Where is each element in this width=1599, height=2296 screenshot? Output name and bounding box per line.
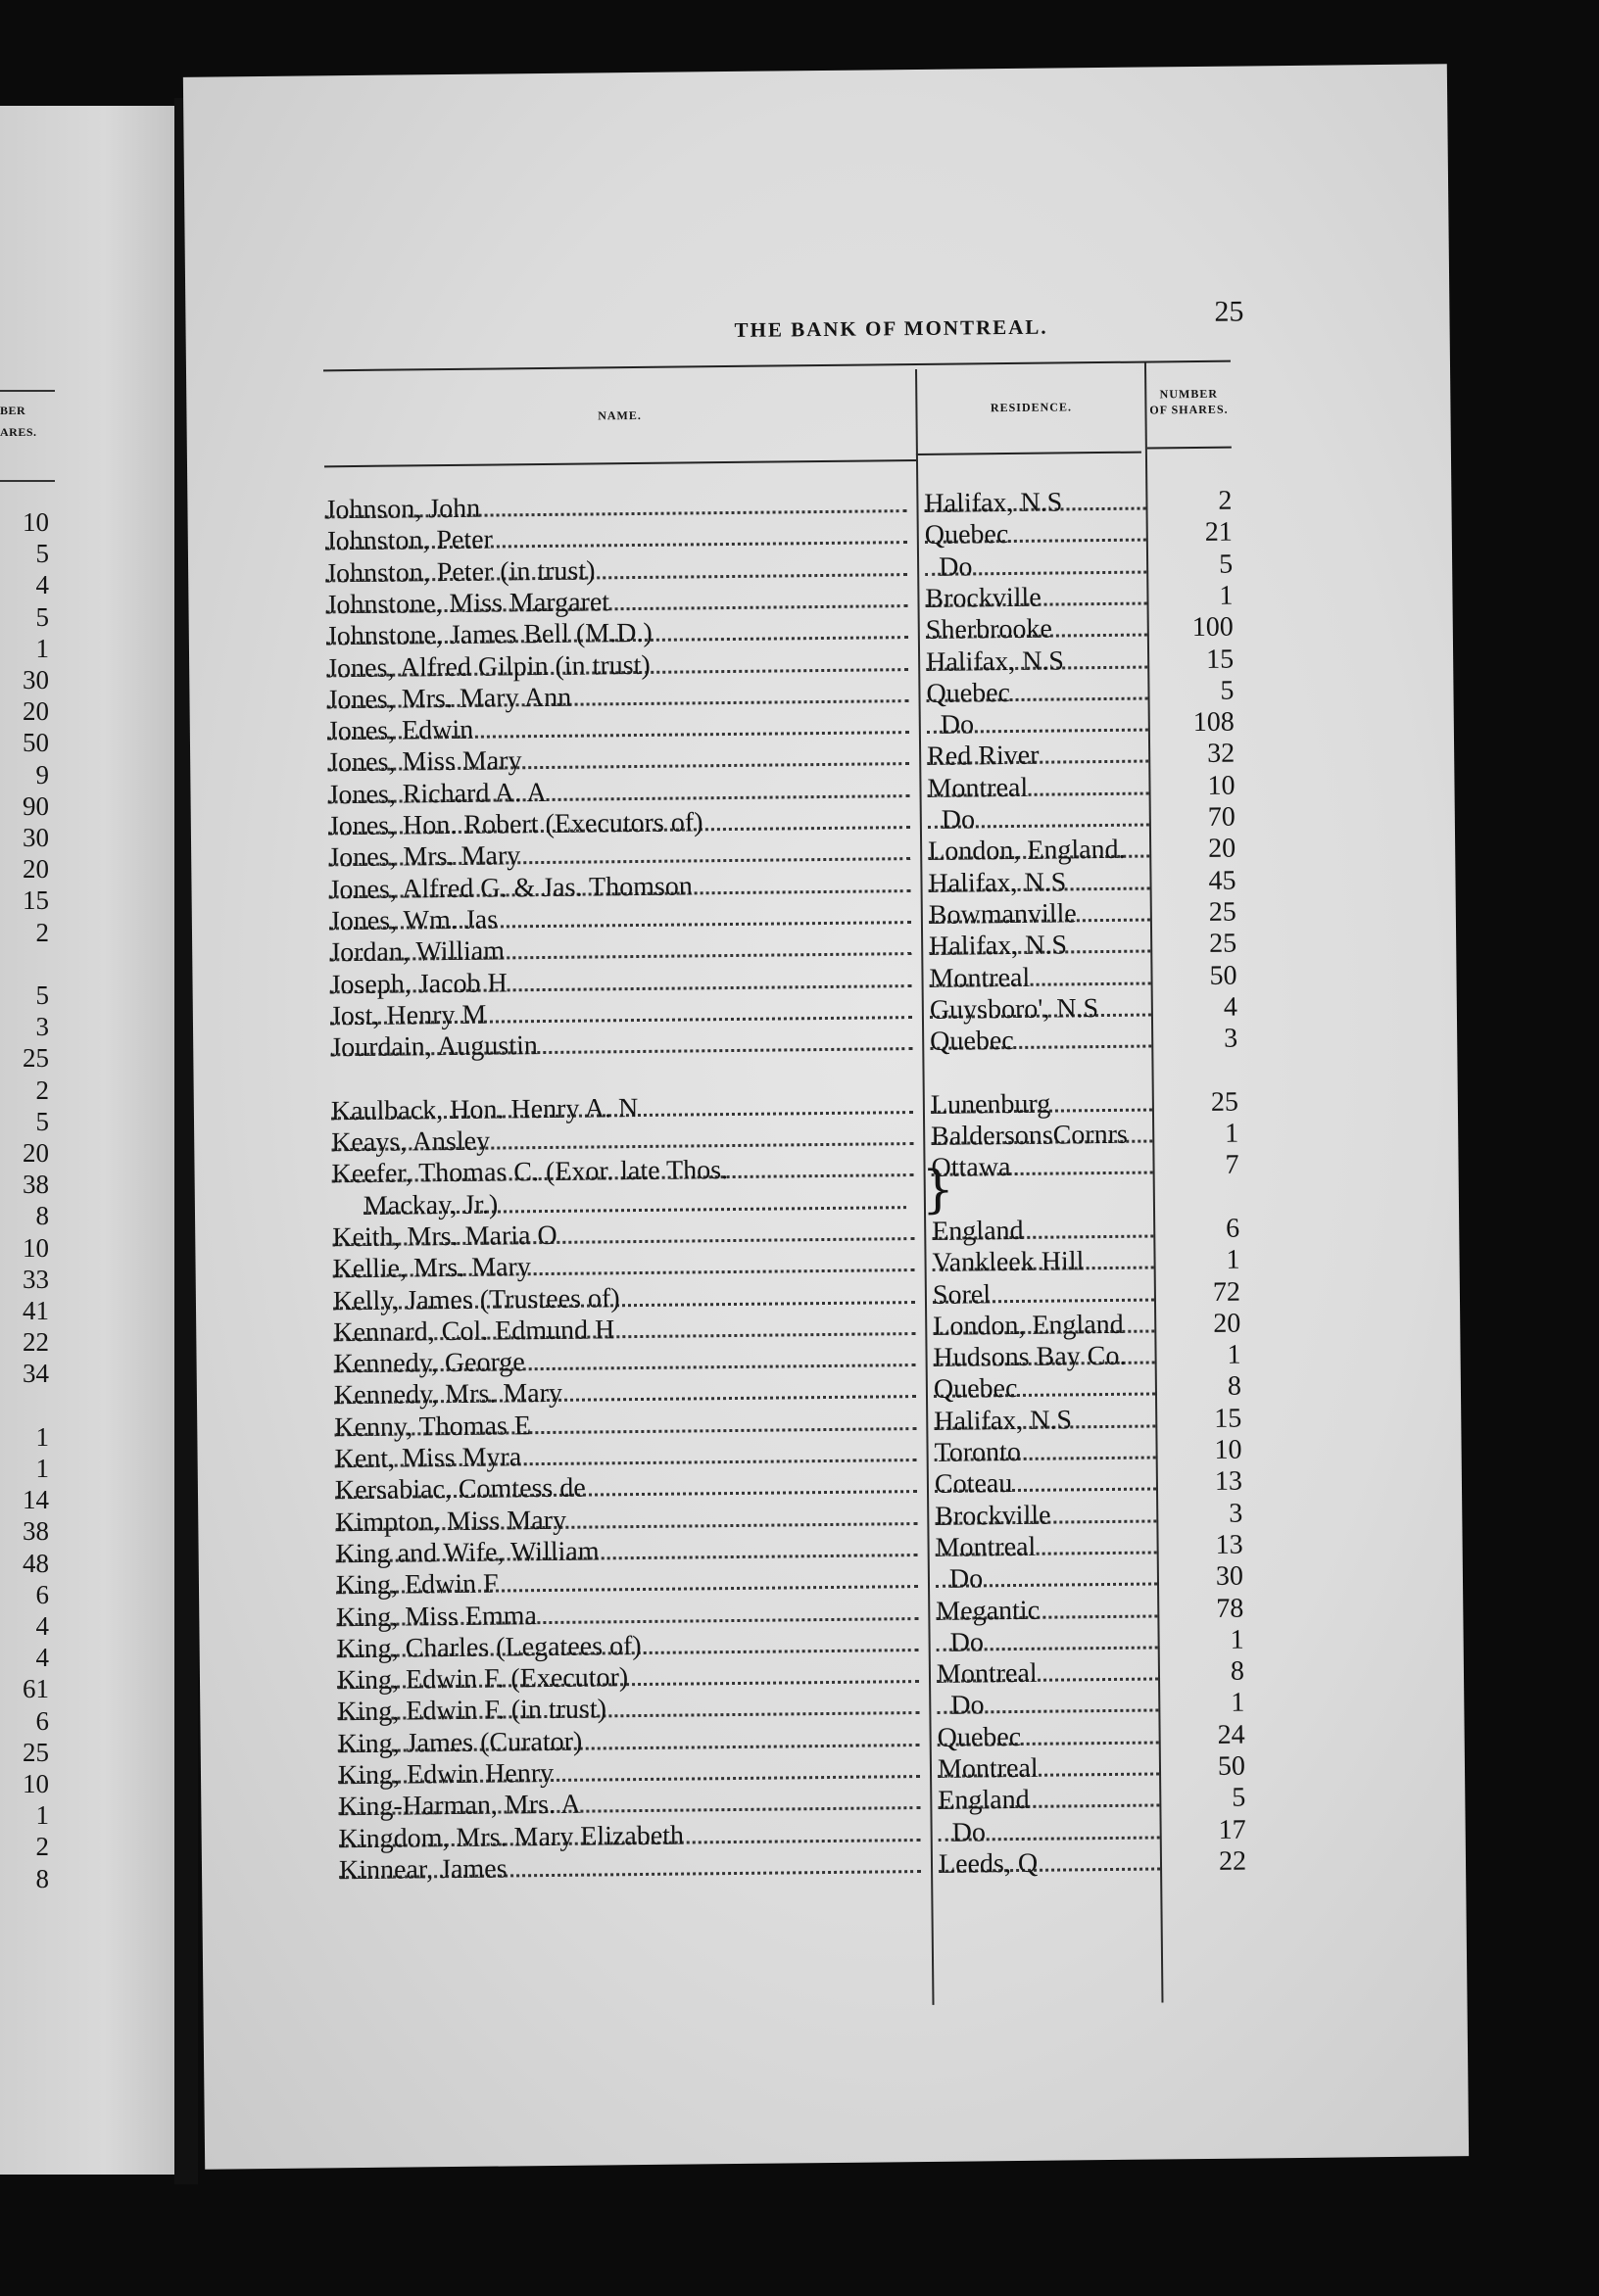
residence: Do	[948, 1563, 984, 1595]
number-of-shares: 21	[1204, 516, 1233, 549]
number-of-shares: 15	[1205, 644, 1235, 675]
shareholder-name: King, Edwin Henry	[337, 1757, 555, 1792]
residence: Do	[938, 550, 973, 583]
shareholder-name: King, Miss Emma	[336, 1600, 538, 1633]
residence-cell	[925, 581, 1152, 614]
residence-cell	[932, 1246, 1159, 1279]
residence-cell	[935, 1499, 1162, 1532]
page-number: 25	[1214, 295, 1244, 328]
number-of-shares: 1	[1226, 1244, 1240, 1275]
shareholder-name: Jones, Richard A. A	[327, 777, 547, 810]
shareholder-name: Jordan, William	[329, 935, 506, 969]
shareholder-name: Kelly, James (Trustees of)	[332, 1282, 620, 1316]
left-page-share-number: 25	[23, 1043, 49, 1074]
residence-cell	[938, 1784, 1165, 1817]
number-of-shares: 1	[1231, 1687, 1245, 1719]
column-header-residence: RESIDENCE.	[990, 400, 1073, 415]
residence	[932, 1184, 938, 1215]
number-of-shares: 13	[1215, 1529, 1243, 1560]
number-of-shares: 10	[1214, 1434, 1242, 1465]
residence: Do	[940, 709, 975, 741]
number-of-shares: 78	[1216, 1593, 1244, 1624]
residence: Halifax, N.S	[928, 867, 1067, 899]
shareholder-name: King, Charles (Legatees of)	[336, 1630, 642, 1665]
number-of-shares: 7	[1225, 1149, 1239, 1181]
left-page-share-number: 5	[35, 981, 49, 1010]
shareholder-name: Johnson, John	[324, 493, 481, 526]
left-page-fragment	[0, 106, 174, 2175]
residence-cell	[925, 550, 1152, 583]
number-of-shares: 1	[1230, 1624, 1244, 1655]
number-of-shares: 32	[1206, 739, 1236, 770]
left-page-share-number: 20	[23, 1138, 49, 1168]
residence: Red River	[926, 741, 1040, 773]
residence: Lunenburg	[930, 1088, 1051, 1121]
shareholder-name: Keith, Mrs. Maria O	[332, 1220, 557, 1254]
shareholder-name: Johnston, Peter	[324, 524, 494, 557]
number-of-shares: 3	[1229, 1498, 1243, 1529]
keefer-entry-brace: }	[921, 1160, 955, 1220]
left-page-share-number: 1	[35, 1421, 49, 1452]
residence	[930, 1058, 936, 1088]
shareholder-name: King-Harman, Mrs. A	[338, 1789, 581, 1823]
shareholder-name: Kinnear, James	[338, 1853, 508, 1887]
residence: England	[932, 1215, 1024, 1247]
running-head: THE BANK OF MONTREAL.	[734, 314, 1048, 342]
left-page-share-number: 2	[35, 917, 49, 947]
shareholder-name: Kennedy, Mrs. Mary	[333, 1378, 563, 1411]
residence-cell	[937, 1720, 1164, 1753]
left-page-share-number: 33	[23, 1264, 49, 1294]
left-page-share-number: 2	[35, 1832, 49, 1862]
residence: Brockville	[925, 582, 1042, 614]
number-of-shares: 1	[1219, 580, 1234, 611]
left-page-share-number: 20	[23, 696, 49, 727]
residence: Montreal	[929, 962, 1031, 994]
left-page-share-number: 25	[23, 1737, 49, 1767]
residence-cell	[938, 1815, 1165, 1848]
residence-cell	[928, 835, 1155, 868]
residence-cell	[939, 1846, 1166, 1880]
residence: London, England.	[928, 835, 1126, 868]
residence: Halifax, N.S	[934, 1405, 1073, 1437]
shareholder-name: Jones, Alfred Gilpin (in trust)	[326, 649, 651, 684]
residence: Quebec	[937, 1721, 1022, 1753]
number-of-shares: 20	[1213, 1308, 1241, 1339]
number-of-shares: 15	[1214, 1403, 1242, 1434]
residence: Megantic	[936, 1595, 1041, 1627]
shareholder-name	[330, 1065, 336, 1095]
shareholder-name: Jones, Mrs. Mary Ann	[326, 682, 572, 716]
number-of-shares: 1	[1225, 1118, 1239, 1149]
number-of-shares: 5	[1232, 1782, 1246, 1813]
shareholder-name: King, James (Curator)	[337, 1726, 583, 1759]
number-of-shares: 8	[1227, 1370, 1242, 1403]
left-page-share-number: 9	[35, 759, 49, 789]
number-of-shares: 50	[1209, 960, 1237, 991]
residence-cell	[931, 1151, 1158, 1184]
column-header-name: NAME.	[598, 407, 642, 423]
shareholder-name: Jones, Hon. Robert (Executors of)	[327, 807, 703, 842]
number-of-shares: 22	[1218, 1845, 1247, 1877]
shareholder-name: Jost, Henry M	[329, 999, 487, 1032]
residence: Do	[941, 804, 976, 836]
left-page-share-number: 5	[35, 539, 49, 569]
residence-cell	[925, 518, 1152, 551]
residence-cell	[931, 1087, 1158, 1121]
residence-cell	[930, 1025, 1157, 1058]
residence: Quebec	[924, 519, 1009, 551]
number-of-shares: 25	[1209, 928, 1237, 960]
residence: Montreal	[935, 1531, 1037, 1563]
number-of-shares: 10	[1207, 770, 1236, 801]
shareholder-name: King and Wife, William	[335, 1536, 600, 1570]
shareholder-name: Kellie, Mrs. Mary	[332, 1252, 531, 1285]
number-of-shares	[1169, 1181, 1239, 1182]
left-page-header-line1: BER	[0, 404, 26, 417]
residence: Hudsons Bay Co.	[933, 1340, 1127, 1373]
residence: Ottawa	[931, 1152, 1011, 1184]
residence-cell	[932, 1182, 1159, 1216]
shareholder-name: Jones, Edwin	[326, 714, 474, 747]
residence-cell	[927, 708, 1154, 741]
shareholder-name: Kent, Miss Myra	[334, 1442, 522, 1475]
left-page-share-number: 5	[35, 601, 49, 632]
left-page-share-number: 30	[23, 823, 49, 852]
number-of-shares: 13	[1214, 1465, 1243, 1498]
residence-cell	[928, 802, 1155, 836]
residence-cell	[926, 645, 1153, 678]
residence: Montreal	[937, 1752, 1039, 1785]
shareholder-name: King, Edwin F. (in trust)	[337, 1694, 607, 1728]
residence: Leeds, Q	[938, 1847, 1039, 1880]
residence-cell	[936, 1625, 1163, 1658]
shareholder-name: Mackay, Jr.)	[363, 1189, 499, 1221]
residence-cell	[934, 1372, 1161, 1406]
left-page-share-number: 48	[23, 1548, 49, 1578]
residence: Do	[951, 1816, 987, 1848]
shareholder-name: Jones, Miss Mary	[327, 745, 522, 779]
left-page-share-number: 50	[23, 728, 49, 758]
residence: Bowmanville	[928, 898, 1077, 931]
shareholder-name: Kingdom, Mrs. Mary Elizabeth	[338, 1820, 685, 1854]
residence: Do	[949, 1627, 985, 1658]
left-page-share-number: 10	[23, 1769, 49, 1798]
residence-cell	[932, 1214, 1159, 1247]
left-page-bottom-rule	[0, 480, 55, 482]
left-page-share-number: 61	[23, 1674, 49, 1704]
left-page-column-header	[0, 400, 55, 443]
shareholder-name: Kersabiac, Comtess de	[334, 1472, 586, 1507]
number-of-shares: 108	[1192, 706, 1235, 739]
left-page-share-number: 8	[35, 1201, 49, 1231]
residence-cell	[933, 1309, 1160, 1342]
residence-cell	[927, 740, 1154, 773]
left-page-share-number: 15	[23, 885, 49, 916]
residence: Halifax, N.S	[925, 645, 1065, 678]
residence: Montreal	[936, 1657, 1038, 1690]
left-page-share-number: 20	[23, 854, 49, 885]
shareholder-name: Jones, Wm. Jas	[328, 904, 499, 937]
number-of-shares: 17	[1218, 1814, 1246, 1845]
residence-cell	[937, 1657, 1164, 1691]
residence-cell	[933, 1277, 1160, 1311]
number-of-shares: 6	[1226, 1213, 1240, 1244]
shareholder-name: Jones, Alfred G. & Jas. Thomson	[328, 871, 693, 905]
left-page-share-number: 5	[35, 1106, 49, 1136]
number-of-shares: 45	[1208, 865, 1236, 896]
left-page-share-number: 22	[23, 1327, 49, 1358]
residence-cell	[926, 613, 1153, 646]
column-header-shares-line2: OF SHARES.	[1149, 402, 1229, 417]
left-page-share-number: 4	[35, 570, 49, 600]
residence: Coteau	[934, 1468, 1013, 1501]
shareholder-name: Kennedy, George	[333, 1347, 525, 1380]
number-of-shares: 25	[1210, 1086, 1239, 1118]
residence: Toronto	[934, 1436, 1022, 1468]
residence: Montreal	[927, 772, 1029, 804]
number-of-shares: 5	[1220, 675, 1235, 706]
residence-cell	[935, 1530, 1162, 1563]
residence: Quebec	[933, 1373, 1018, 1406]
residence-cell	[931, 1119, 1158, 1152]
left-page-share-number: 1	[35, 1454, 49, 1483]
shareholder-name: Keefer, Thomas C. (Exor. late Thos.	[331, 1155, 729, 1190]
shareholder-name: Kaulback, Hon. Henry A. N	[330, 1092, 639, 1126]
shareholder-name: Johnstone, James Bell (M.D.)	[325, 618, 653, 652]
number-of-shares: 5	[1218, 549, 1234, 580]
residence-cell	[936, 1594, 1163, 1627]
residence: Sherbrooke	[925, 613, 1053, 646]
number-of-shares: 20	[1207, 833, 1236, 865]
shareholder-name: King, Edwin F	[335, 1568, 499, 1602]
residence-cell	[934, 1435, 1161, 1468]
left-page-share-number: 10	[23, 1232, 49, 1263]
shareholder-name: King, Edwin F. (Executor)	[336, 1662, 629, 1697]
residence: Quebec	[930, 1026, 1014, 1057]
residence-cell	[935, 1467, 1162, 1501]
residence: Sorel	[932, 1278, 992, 1311]
left-page-share-number: 10	[23, 507, 49, 537]
number-of-shares: 1	[1227, 1339, 1241, 1370]
shareholder-name: Jourdain, Augustin	[330, 1030, 538, 1064]
residence: Guysboro', N.S	[929, 992, 1099, 1026]
shareholder-name: Jones, Mrs. Mary	[328, 840, 521, 874]
number-of-shares: 25	[1208, 896, 1236, 928]
left-page-share-number: 6	[35, 1579, 49, 1609]
left-page-share-number: 14	[23, 1485, 49, 1515]
left-page-share-number: 41	[23, 1296, 49, 1325]
shareholder-list	[183, 64, 1469, 2169]
number-of-shares: 3	[1224, 1023, 1238, 1054]
shareholder-name: Johnston, Peter (in trust)	[325, 555, 596, 589]
residence: London, England	[933, 1309, 1124, 1342]
residence-cell	[926, 676, 1153, 709]
residence: Halifax, N.S	[929, 930, 1068, 963]
number-of-shares: 4	[1223, 991, 1238, 1023]
number-of-shares	[1167, 1055, 1237, 1056]
residence-cell	[934, 1404, 1161, 1437]
residence-cell	[936, 1562, 1163, 1596]
residence-cell	[930, 1056, 1157, 1089]
left-page-share-number: 6	[35, 1705, 49, 1736]
left-page-share-number: 1	[35, 1800, 49, 1831]
ledger-page	[183, 64, 1469, 2169]
number-of-shares: 30	[1215, 1560, 1244, 1593]
left-page-share-number: 8	[35, 1863, 49, 1893]
left-page-header-line2: ARES.	[0, 425, 37, 439]
left-page-share-number: 90	[23, 790, 49, 821]
residence-cell	[927, 771, 1154, 804]
residence: England	[938, 1785, 1030, 1817]
residence-cell	[933, 1341, 1160, 1374]
residence-cell	[929, 897, 1156, 931]
residence: Halifax, N.S	[924, 487, 1063, 519]
left-page-share-number: 2	[35, 1075, 49, 1105]
left-page-share-number: 34	[23, 1359, 49, 1389]
left-page-share-number: 1	[35, 633, 49, 663]
number-of-shares: 8	[1230, 1655, 1245, 1687]
left-page-share-number: 3	[35, 1012, 49, 1042]
left-page-share-number: 4	[35, 1643, 49, 1673]
left-page-share-number: 30	[23, 665, 49, 694]
left-page-share-number: 38	[23, 1170, 49, 1200]
residence-cell	[930, 992, 1157, 1026]
left-page-top-rule	[0, 390, 55, 392]
number-of-shares: 100	[1191, 611, 1234, 644]
residence: Brockville	[935, 1500, 1051, 1532]
shareholder-name: Kennard, Col. Edmund H	[333, 1315, 615, 1349]
shareholder-name-cell	[339, 1849, 927, 1887]
residence-cell	[924, 486, 1151, 519]
residence-cell	[929, 961, 1156, 994]
number-of-shares: 2	[1218, 485, 1233, 516]
number-of-shares: 72	[1212, 1276, 1241, 1308]
residence: Do	[950, 1690, 985, 1722]
shareholder-name: Johnstone, Miss Margaret	[325, 587, 610, 621]
shareholder-name: Kenny, Thomas E	[334, 1410, 532, 1443]
residence: Quebec	[926, 677, 1011, 709]
left-page-share-number: 4	[35, 1611, 49, 1641]
left-page-share-number: 38	[23, 1516, 49, 1547]
number-of-shares: 50	[1217, 1750, 1246, 1782]
shareholder-name: Keays, Ansley	[331, 1125, 491, 1159]
residence: BaldersonsCornrs	[931, 1119, 1129, 1152]
shareholder-name: Kimpton, Miss Mary	[335, 1505, 567, 1538]
number-of-shares: 24	[1217, 1719, 1245, 1750]
residence-cell	[929, 930, 1156, 963]
column-header-shares-line1: NUMBER	[1159, 386, 1219, 402]
residence: Vankleek Hill	[932, 1246, 1085, 1279]
residence-cell	[937, 1689, 1164, 1722]
residence-cell	[928, 866, 1155, 899]
number-of-shares: 70	[1207, 801, 1236, 833]
shareholder-name: Joseph, Jacob H	[329, 967, 508, 1000]
residence-cell	[938, 1751, 1165, 1785]
